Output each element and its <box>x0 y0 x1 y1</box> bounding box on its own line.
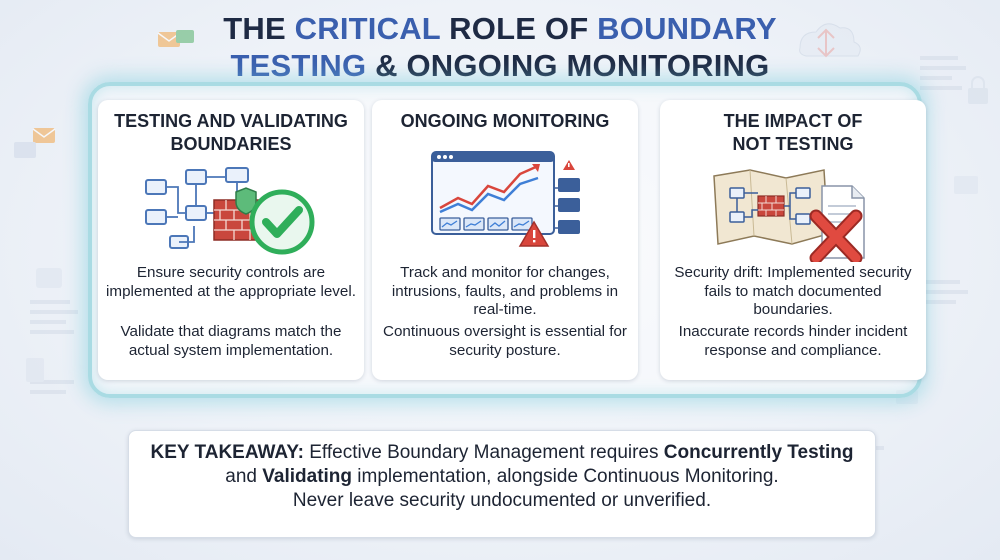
panel-title <box>372 110 638 133</box>
check-circle-icon <box>252 192 312 252</box>
monitoring-dashboard-alert-icon <box>428 148 588 252</box>
title-text: & ONGOING MONITORING <box>366 48 770 83</box>
title-text: ROLE OF <box>440 11 598 46</box>
key-takeaway-text <box>139 441 865 513</box>
panel-title <box>98 110 364 156</box>
title-accent: BOUNDARY <box>597 11 777 46</box>
panel-title <box>660 110 926 156</box>
takeaway-text-run: Effective Boundary Management requires <box>303 442 664 463</box>
takeaway-lines <box>139 441 865 489</box>
panel-paragraph: Track and monitor for changes, intrusions, faults, and problems in real-time. <box>391 264 619 318</box>
takeaway-bold-run: Validating <box>262 466 353 487</box>
panel-title-line: NOT TESTING <box>732 134 854 154</box>
title-accent: CRITICAL <box>294 11 441 46</box>
takeaway-text-run: and <box>225 466 263 487</box>
panel-impact-not-testing <box>660 100 926 380</box>
envelope-icon <box>14 128 55 158</box>
panel-title-line: BOUNDARIES <box>170 134 292 154</box>
panel-paragraph: Security drift: Implemented security fails to match documented boundaries. <box>674 264 912 318</box>
title-line-1 <box>0 10 1000 47</box>
panel-title-line: THE IMPACT OF <box>723 111 863 131</box>
panel-title-line: ONGOING MONITORING <box>400 111 610 131</box>
title-line-2 <box>0 47 1000 84</box>
panel-paragraph: Inaccurate records hinder incident response and compliance. <box>678 323 908 359</box>
server-monitor-icon <box>554 160 580 234</box>
takeaway-text-run: implementation, alongside Continuous Monitoring. <box>352 466 779 487</box>
takeaway-bold-run: Concurrently Testing <box>663 442 854 463</box>
page-title <box>0 10 1000 84</box>
panel-title-line: TESTING AND VALIDATING <box>114 111 348 131</box>
title-text: THE <box>223 11 295 46</box>
title-accent: TESTING <box>230 48 367 83</box>
document-map-x-icon <box>706 166 878 262</box>
panel-testing-validating <box>98 100 364 380</box>
key-takeaway-box <box>128 430 876 538</box>
takeaway-label: KEY TAKEAWAY: <box>150 442 304 463</box>
firewall-checkmark-diagram-icon <box>142 166 322 262</box>
panel-paragraph: Continuous oversight is essential for security posture. <box>383 323 627 359</box>
takeaway-final-line: Never leave security undocumented or unverified. <box>292 490 712 511</box>
panel-paragraph: Ensure security controls are implemented at the appropriate level. <box>106 264 356 300</box>
panel-paragraph: Validate that diagrams match the actual system implementation. <box>120 323 342 359</box>
panel-ongoing-monitoring <box>372 100 638 380</box>
